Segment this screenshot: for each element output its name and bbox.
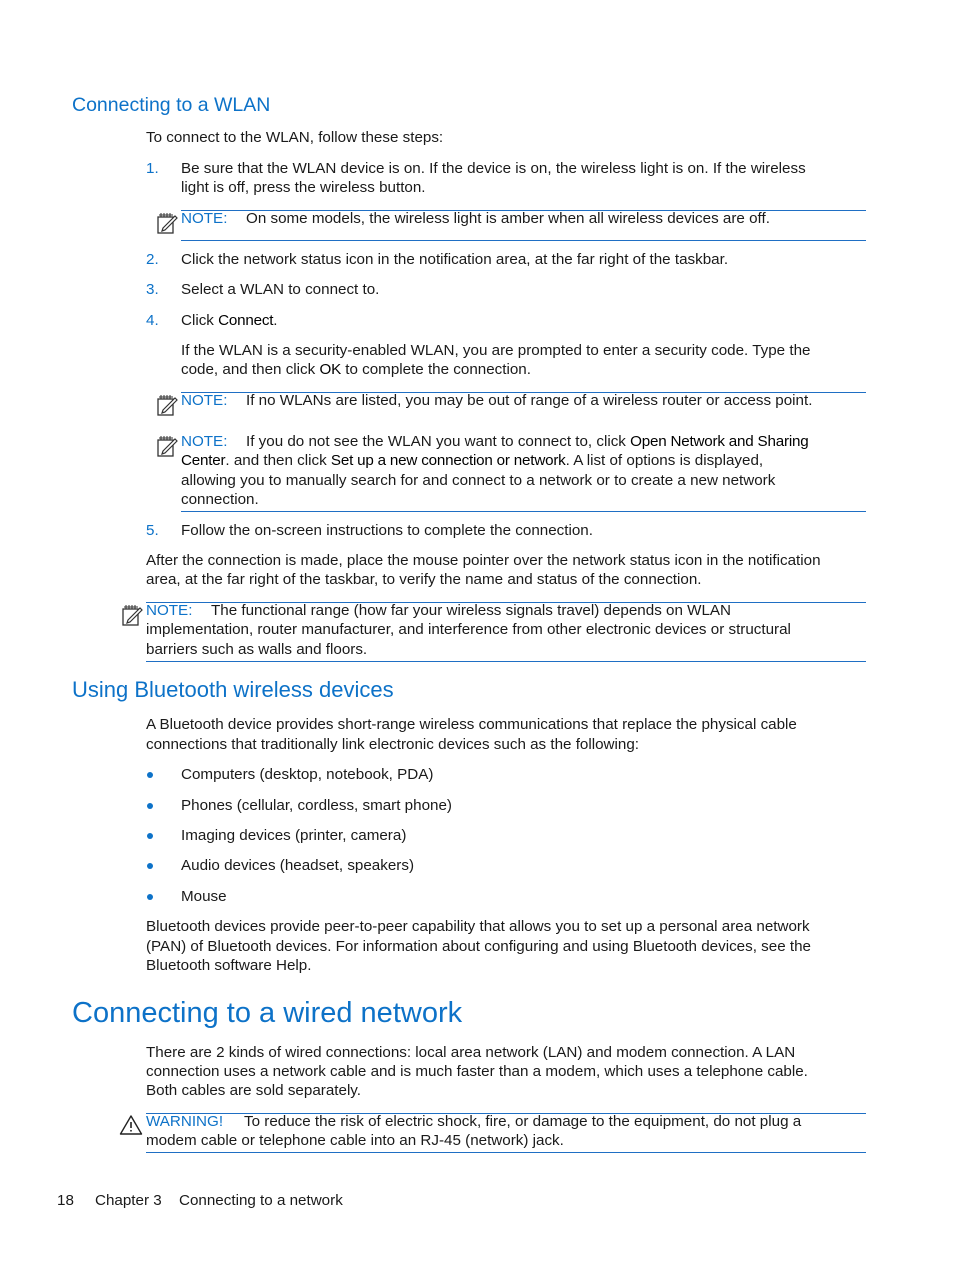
bullet xyxy=(147,803,153,809)
list-item: Computers (desktop, notebook, PDA) xyxy=(181,766,434,783)
chapter-section-heading-wired: Connecting to a wired network xyxy=(72,997,463,1029)
paragraph-line: A Bluetooth device provides short-range wireless communications that replace the physical cable xyxy=(146,716,797,733)
bullet xyxy=(147,863,153,869)
paragraph-line: (PAN) of Bluetooth devices. For information about configuring and using Bluetooth devices, see the xyxy=(146,938,811,955)
note-pencil-icon xyxy=(155,434,179,458)
note-text: On some models, the wireless light is amber when all wireless devices are off. xyxy=(246,210,770,227)
paragraph-line: There are 2 kinds of wired connections: local area network (LAN) and modem connection. A LAN xyxy=(146,1044,796,1061)
step-number: 3. xyxy=(146,281,159,298)
step-text: Follow the on-screen instructions to complete the connection. xyxy=(181,522,593,539)
bullet xyxy=(147,833,153,839)
note-text: implementation, router manufacturer, and interference from other electronic devices or structural xyxy=(146,621,791,638)
paragraph-line: area, at the far right of the taskbar, to verify the name and status of the connection. xyxy=(146,571,702,588)
note-text: connection. xyxy=(181,491,259,508)
list-item: Phones (cellular, cordless, smart phone) xyxy=(181,797,452,814)
section-heading-bluetooth: Using Bluetooth wireless devices xyxy=(72,677,394,702)
step-number: 2. xyxy=(146,251,159,268)
list-item: Imaging devices (printer, camera) xyxy=(181,827,407,844)
warning-text: To reduce the risk of electric shock, fire, or damage to the equipment, do not plug a xyxy=(244,1113,802,1130)
list-item: Audio devices (headset, speakers) xyxy=(181,857,415,874)
paragraph-line: Both cables are sold separately. xyxy=(146,1082,361,1099)
step-text: Click the network status icon in the notification area, at the far right of the taskbar. xyxy=(181,251,729,268)
note-rule-bottom xyxy=(181,511,866,512)
ui-term-connect: Connect xyxy=(218,312,274,329)
footer-chapter: Chapter 3 xyxy=(95,1192,162,1209)
note-text: The functional range (how far your wireless signals travel) depends on WLAN xyxy=(211,602,732,619)
step-text: light is off, press the wireless button. xyxy=(181,179,426,196)
warning-text: modem cable or telephone cable into an RJ-45 (network) jack. xyxy=(146,1132,564,1149)
note-rule-bottom xyxy=(146,661,866,662)
warning-rule-bottom xyxy=(146,1152,866,1153)
ui-term-setup-connection: Set up a new connection or network xyxy=(330,452,566,469)
step-text: Be sure that the WLAN device is on. If the device is on, the wireless light is on. If the wireless xyxy=(181,160,806,177)
ui-term-open-network: Open Network and Sharing xyxy=(630,433,809,450)
note-label: NOTE: xyxy=(181,433,228,450)
note-rule-bottom xyxy=(181,240,866,241)
note-pencil-icon xyxy=(155,393,179,417)
note-text: allowing you to manually search for and connect to a network or to create a new network xyxy=(181,472,776,489)
step4-paragraph-line: code, and then click OK to complete the connection. xyxy=(181,361,531,378)
wlan-intro: To connect to the WLAN, follow these steps: xyxy=(146,129,444,146)
bullet xyxy=(147,772,153,778)
note-pencil-icon xyxy=(155,211,179,235)
step-number: 4. xyxy=(146,312,159,329)
ui-term-center: Center xyxy=(181,452,226,469)
warning-triangle-icon xyxy=(119,1114,143,1136)
note-pencil-icon xyxy=(120,603,144,627)
paragraph-line: Bluetooth software Help. xyxy=(146,957,312,974)
footer-title: Connecting to a network xyxy=(179,1192,343,1209)
paragraph-line: connections that traditionally link electronic devices such as the following: xyxy=(146,736,640,753)
step-number: 5. xyxy=(146,522,159,539)
step-text: Select a WLAN to connect to. xyxy=(181,281,380,298)
note-label: NOTE: xyxy=(181,210,228,227)
note-label: NOTE: xyxy=(181,392,228,409)
note-text: If you do not see the WLAN you want to connect to, click Open Network and Sharing xyxy=(246,433,809,450)
paragraph-line: Bluetooth devices provide peer-to-peer capability that allows you to set up a personal area network xyxy=(146,918,810,935)
list-item: Mouse xyxy=(181,888,227,905)
paragraph-line: After the connection is made, place the mouse pointer over the network status icon in the notification xyxy=(146,552,821,569)
ui-term-ok: OK xyxy=(319,361,342,378)
warning-label: WARNING! xyxy=(146,1113,224,1130)
page-number: 18 xyxy=(57,1192,74,1209)
step-text: Click Connect. xyxy=(181,312,278,329)
note-label: NOTE: xyxy=(146,602,193,619)
step-number: 1. xyxy=(146,160,159,177)
step4-paragraph-line: If the WLAN is a security-enabled WLAN, you are prompted to enter a security code. Type the xyxy=(181,342,811,359)
bullet xyxy=(147,894,153,900)
note-text: barriers such as walls and floors. xyxy=(146,641,368,658)
note-text: If no WLANs are listed, you may be out of range of a wireless router or access point. xyxy=(246,392,813,409)
note-text: Center. and then click Set up a new connection or network. A list of options is displayed, xyxy=(181,452,764,469)
section-heading-wlan: Connecting to a WLAN xyxy=(72,94,271,116)
paragraph-line: connection uses a network cable and is much faster than a modem, which uses a telephone cable. xyxy=(146,1063,808,1080)
